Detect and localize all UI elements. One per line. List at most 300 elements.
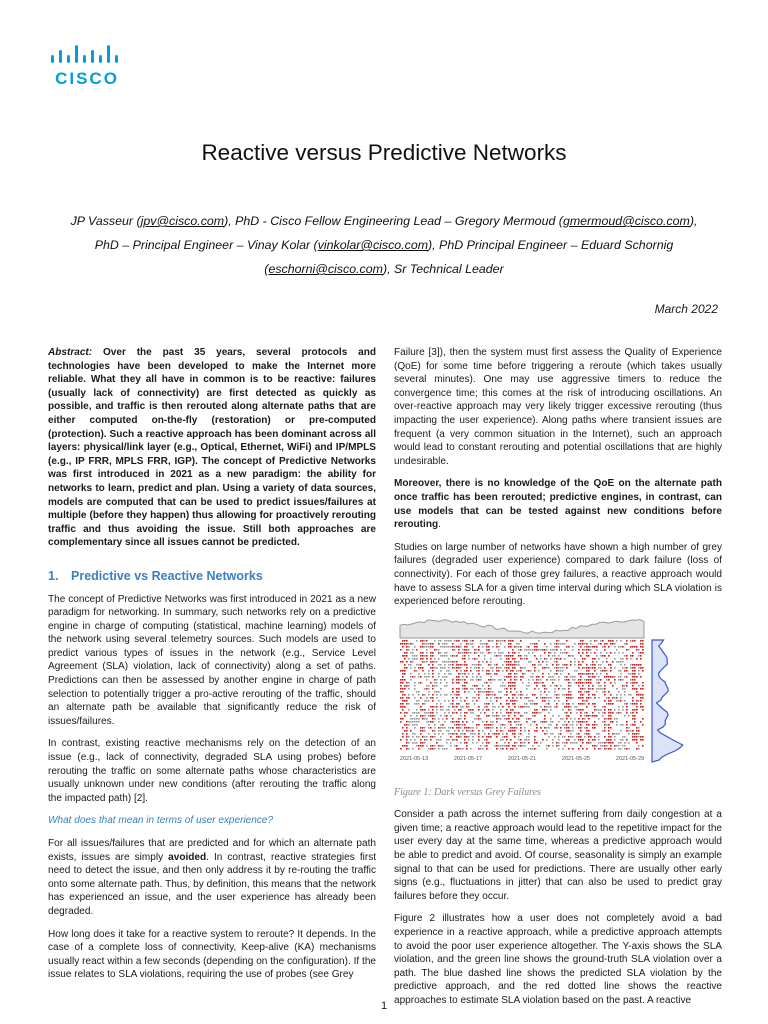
heatmap-cell — [430, 652, 432, 654]
heatmap-cell — [598, 736, 600, 738]
heatmap-cell — [412, 736, 414, 738]
heatmap-cell — [544, 652, 546, 654]
heatmap-cell — [416, 670, 418, 672]
heatmap-cell — [474, 691, 476, 693]
heatmap-cell — [642, 649, 644, 651]
heatmap-cell — [642, 643, 644, 645]
heatmap-cell — [532, 649, 534, 651]
heatmap-cell — [432, 670, 434, 672]
heatmap-cell — [440, 703, 442, 705]
heatmap-cell — [456, 706, 458, 708]
heatmap-cell — [448, 670, 450, 672]
heatmap-cell — [512, 709, 514, 711]
heatmap-cell — [596, 745, 598, 747]
heatmap-cell — [494, 745, 496, 747]
right-column — [394, 346, 722, 1017]
heatmap-cell — [552, 655, 554, 657]
heatmap-cell — [488, 733, 490, 735]
heatmap-cell — [444, 640, 446, 642]
heatmap-cell — [416, 712, 418, 714]
heatmap-cell — [618, 646, 620, 648]
heatmap-cell — [628, 673, 630, 675]
heatmap-cell — [600, 664, 602, 666]
heatmap-cell — [636, 658, 638, 660]
heatmap-cell — [478, 679, 480, 681]
heatmap-cell — [584, 700, 586, 702]
heatmap-cell — [596, 655, 598, 657]
heatmap-cell — [536, 676, 538, 678]
heatmap-cell — [524, 742, 526, 744]
heatmap-cell — [434, 745, 436, 747]
email-link-jpv[interactable]: jpv@cisco.com — [140, 214, 225, 228]
heatmap-cell — [476, 688, 478, 690]
heatmap-cell — [558, 679, 560, 681]
heatmap-cell — [610, 667, 612, 669]
heatmap-cell — [422, 742, 424, 744]
heatmap-cell — [640, 700, 642, 702]
heatmap-cell — [428, 664, 430, 666]
heatmap-cell — [432, 712, 434, 714]
heatmap-cell — [404, 706, 406, 708]
heatmap-cell — [516, 679, 518, 681]
heatmap-cell — [612, 661, 614, 663]
heatmap-cell — [408, 649, 410, 651]
heatmap-cell — [566, 742, 568, 744]
heatmap-cell — [624, 748, 626, 750]
heatmap-cell — [440, 739, 442, 741]
heatmap-cell — [498, 679, 500, 681]
heatmap-cell — [426, 700, 428, 702]
heatmap-cell — [554, 673, 556, 675]
heatmap-cell — [420, 745, 422, 747]
heatmap-cell — [540, 679, 542, 681]
heatmap-cell — [572, 748, 574, 750]
heatmap-cell — [514, 721, 516, 723]
heatmap-cell — [442, 724, 444, 726]
heatmap-cell — [640, 721, 642, 723]
heatmap-cell — [492, 694, 494, 696]
heatmap-cell — [586, 649, 588, 651]
heatmap-cell — [410, 664, 412, 666]
heatmap-cell — [636, 664, 638, 666]
heatmap-cell — [552, 664, 554, 666]
heatmap-cell — [608, 715, 610, 717]
heatmap-cell — [518, 646, 520, 648]
heatmap-cell — [478, 688, 480, 690]
heatmap-cell — [568, 691, 570, 693]
heatmap-cell — [486, 706, 488, 708]
heatmap-cell — [626, 724, 628, 726]
heatmap-cell — [590, 646, 592, 648]
heatmap-cell — [622, 652, 624, 654]
heatmap-cell — [436, 682, 438, 684]
heatmap-cell — [478, 709, 480, 711]
heatmap-cell — [408, 688, 410, 690]
heatmap-cell — [440, 730, 442, 732]
heatmap-cell — [620, 730, 622, 732]
heatmap-cell — [434, 640, 436, 642]
heatmap-cell — [446, 640, 448, 642]
heatmap-cell — [414, 667, 416, 669]
heatmap-cell — [604, 724, 606, 726]
paragraph: How long does it take for a reactive system to reroute? It depends. In the case of a complete loss of connectivity, Keep-alive (KA) mechanisms usually react within a few seconds (depending on the configuration). If the issue relates to SLA violations, requiring the use of probes (see Grey — [48, 928, 376, 981]
heatmap-cell — [430, 721, 432, 723]
heatmap-cell — [486, 715, 488, 717]
heatmap-cell — [512, 718, 514, 720]
heatmap-cell — [492, 706, 494, 708]
heatmap-cell — [512, 667, 514, 669]
heatmap-cell — [556, 658, 558, 660]
heatmap-cell — [606, 679, 608, 681]
heatmap-cell — [580, 724, 582, 726]
heatmap-cell — [518, 724, 520, 726]
heatmap-cell — [510, 712, 512, 714]
heatmap-cell — [456, 733, 458, 735]
heatmap-cell — [598, 712, 600, 714]
heatmap-cell — [404, 688, 406, 690]
heatmap-cell — [508, 718, 510, 720]
heatmap-cell — [534, 703, 536, 705]
heatmap-cell — [430, 646, 432, 648]
heatmap-cell — [532, 715, 534, 717]
heatmap-cell — [506, 709, 508, 711]
heatmap-cell — [630, 730, 632, 732]
heatmap-cell — [534, 682, 536, 684]
email-link-gmermoud[interactable]: gmermoud@cisco.com — [562, 214, 690, 228]
heatmap-cell — [642, 709, 644, 711]
heatmap-cell — [554, 649, 556, 651]
heatmap-cell — [538, 670, 540, 672]
heatmap-cell — [496, 667, 498, 669]
heatmap-cell — [608, 712, 610, 714]
heatmap-cell — [430, 715, 432, 717]
heatmap-cell — [510, 643, 512, 645]
heatmap-cell — [558, 733, 560, 735]
heatmap-cell — [556, 703, 558, 705]
heatmap-cell — [506, 676, 508, 678]
heatmap-cell — [604, 745, 606, 747]
heatmap-cell — [582, 721, 584, 723]
heatmap-cell — [524, 673, 526, 675]
heatmap-cell — [452, 664, 454, 666]
heatmap-cell — [482, 643, 484, 645]
heatmap-cell — [424, 694, 426, 696]
heatmap-cell — [494, 655, 496, 657]
heatmap-cell — [428, 691, 430, 693]
heatmap-cell — [618, 709, 620, 711]
heatmap-cell — [606, 673, 608, 675]
heatmap-cell — [610, 748, 612, 750]
heatmap-cell — [556, 724, 558, 726]
heatmap-cell — [476, 676, 478, 678]
heatmap-cell — [490, 724, 492, 726]
heatmap-cell — [632, 682, 634, 684]
heatmap-cell — [560, 673, 562, 675]
heatmap-cell — [540, 649, 542, 651]
heatmap-cell — [624, 694, 626, 696]
heatmap-cell — [432, 745, 434, 747]
heatmap-cell — [416, 724, 418, 726]
heatmap-cell — [638, 730, 640, 732]
heatmap-cell — [510, 661, 512, 663]
heatmap-cell — [536, 682, 538, 684]
heatmap-cell — [568, 703, 570, 705]
heatmap-cell — [592, 673, 594, 675]
heatmap-cell — [512, 730, 514, 732]
heatmap-cell — [578, 682, 580, 684]
heatmap-cell — [428, 685, 430, 687]
heatmap-cell — [504, 724, 506, 726]
heatmap-cell — [442, 643, 444, 645]
heatmap-cell — [596, 724, 598, 726]
heatmap-cell — [568, 739, 570, 741]
heatmap-cell — [546, 661, 548, 663]
heatmap-cell — [534, 667, 536, 669]
heatmap-cell — [434, 715, 436, 717]
heatmap-cell — [554, 646, 556, 648]
heatmap-cell — [478, 748, 480, 750]
heatmap-cell — [410, 676, 412, 678]
heatmap-cell — [400, 643, 402, 645]
figure-1 — [394, 618, 722, 776]
heatmap-cell — [564, 688, 566, 690]
heatmap-cell — [624, 643, 626, 645]
heatmap-cell — [466, 643, 468, 645]
heatmap-cell — [576, 724, 578, 726]
heatmap-cell — [532, 700, 534, 702]
heatmap-cell — [500, 643, 502, 645]
heatmap-cell — [408, 664, 410, 666]
heatmap-cell — [542, 697, 544, 699]
heatmap-cell — [450, 745, 452, 747]
heatmap-cell — [444, 673, 446, 675]
heatmap-cell — [532, 745, 534, 747]
heatmap-cell — [444, 727, 446, 729]
heatmap-cell — [480, 640, 482, 642]
heatmap-cell — [508, 682, 510, 684]
heatmap-cell — [456, 691, 458, 693]
heatmap-cell — [604, 730, 606, 732]
heatmap-cell — [448, 706, 450, 708]
heatmap-cell — [554, 736, 556, 738]
heatmap-cell — [418, 745, 420, 747]
heatmap-cell — [476, 718, 478, 720]
heatmap-cell — [584, 673, 586, 675]
heatmap-cell — [496, 745, 498, 747]
heatmap-cell — [442, 745, 444, 747]
side-density-curve — [652, 640, 683, 762]
heatmap-cell — [566, 718, 568, 720]
heatmap-cell — [426, 736, 428, 738]
heatmap-cell — [526, 697, 528, 699]
heatmap-cell — [514, 646, 516, 648]
heatmap-cell — [502, 664, 504, 666]
heatmap-cell — [404, 667, 406, 669]
heatmap-cell — [422, 718, 424, 720]
heatmap-cell — [462, 676, 464, 678]
heatmap-cell — [544, 649, 546, 651]
heatmap-cell — [582, 703, 584, 705]
heatmap-cell — [550, 733, 552, 735]
heatmap-cell — [598, 664, 600, 666]
heatmap-cell — [508, 703, 510, 705]
heatmap-cell — [440, 727, 442, 729]
heatmap-cell — [470, 652, 472, 654]
heatmap-cell — [602, 640, 604, 642]
heatmap-cell — [520, 658, 522, 660]
heatmap-cell — [418, 676, 420, 678]
heatmap-cell — [412, 676, 414, 678]
heatmap-cell — [436, 712, 438, 714]
heatmap-cell — [544, 718, 546, 720]
x-tick-label: 2021-05-17 — [453, 755, 483, 762]
heatmap-cell — [436, 679, 438, 681]
heatmap-cell — [450, 727, 452, 729]
heatmap-cell — [462, 649, 464, 651]
heatmap-cell — [458, 649, 460, 651]
heatmap-cell — [618, 712, 620, 714]
heatmap-cell — [614, 709, 616, 711]
heatmap-cell — [576, 709, 578, 711]
heatmap-cell — [472, 742, 474, 744]
heatmap-cell — [626, 643, 628, 645]
heatmap-cell — [424, 646, 426, 648]
heatmap-cell — [582, 643, 584, 645]
heatmap-cell — [550, 721, 552, 723]
heatmap-cell — [570, 685, 572, 687]
heatmap-cell — [574, 661, 576, 663]
heatmap-cell — [456, 748, 458, 750]
heatmap-cell — [462, 721, 464, 723]
heatmap-cell — [580, 691, 582, 693]
heatmap-cell — [560, 670, 562, 672]
heatmap-cell — [556, 697, 558, 699]
heatmap-cell — [564, 643, 566, 645]
heatmap-cell — [500, 727, 502, 729]
heatmap-cell — [610, 643, 612, 645]
heatmap-cell — [624, 715, 626, 717]
heatmap-cell — [628, 748, 630, 750]
heatmap-cell — [570, 664, 572, 666]
heatmap-cell — [558, 640, 560, 642]
heatmap-cell — [520, 676, 522, 678]
heatmap-cell — [464, 724, 466, 726]
heatmap-cell — [428, 670, 430, 672]
heatmap-cell — [452, 712, 454, 714]
heatmap-cell — [570, 655, 572, 657]
heatmap-cell — [592, 676, 594, 678]
heatmap-cell — [508, 697, 510, 699]
heatmap-cell — [598, 742, 600, 744]
heatmap-cell — [496, 715, 498, 717]
heatmap-cell — [464, 661, 466, 663]
heatmap-cell — [508, 658, 510, 660]
heatmap-cell — [438, 748, 440, 750]
heatmap-cell — [620, 676, 622, 678]
heatmap-cell — [406, 682, 408, 684]
heatmap-cell — [520, 667, 522, 669]
heatmap-cell — [640, 667, 642, 669]
heatmap-cell — [490, 682, 492, 684]
heatmap-cell — [618, 700, 620, 702]
heatmap-cell — [460, 742, 462, 744]
heatmap-cell — [490, 640, 492, 642]
heatmap-cell — [424, 742, 426, 744]
heatmap-cell — [416, 703, 418, 705]
heatmap-cell — [440, 745, 442, 747]
heatmap-cell — [454, 709, 456, 711]
heatmap-cell — [454, 646, 456, 648]
heatmap-cell — [500, 685, 502, 687]
heatmap-cell — [448, 709, 450, 711]
heatmap-cell — [518, 694, 520, 696]
heatmap-cell — [402, 661, 404, 663]
heatmap-cell — [414, 646, 416, 648]
heatmap-cell — [406, 721, 408, 723]
heatmap-cell — [584, 649, 586, 651]
heatmap-cell — [498, 733, 500, 735]
heatmap-cell — [458, 688, 460, 690]
heatmap-cell — [560, 733, 562, 735]
heatmap-cell — [594, 745, 596, 747]
heatmap-cell — [454, 649, 456, 651]
heatmap-cell — [446, 739, 448, 741]
heatmap-cell — [514, 685, 516, 687]
x-tick-label: 2021-05-13 — [399, 755, 429, 762]
heatmap-cell — [642, 706, 644, 708]
heatmap-cell — [546, 739, 548, 741]
heatmap-cell — [488, 646, 490, 648]
heatmap-cell — [546, 727, 548, 729]
heatmap-cell — [562, 703, 564, 705]
heatmap-cell — [434, 691, 436, 693]
heatmap-cell — [564, 679, 566, 681]
heatmap-cell — [496, 697, 498, 699]
heatmap-cell — [404, 694, 406, 696]
heatmap-cell — [490, 727, 492, 729]
heatmap-cell — [488, 685, 490, 687]
heatmap-cell — [596, 691, 598, 693]
heatmap-cell — [492, 709, 494, 711]
heatmap-cell — [470, 727, 472, 729]
email-link-eschorni[interactable]: eschorni@cisco.com — [268, 262, 383, 276]
heatmap-cell — [496, 670, 498, 672]
heatmap-cell — [466, 640, 468, 642]
heatmap-cell — [610, 652, 612, 654]
heatmap-cell — [590, 688, 592, 690]
heatmap-cell — [414, 703, 416, 705]
heatmap-cell — [608, 733, 610, 735]
email-link-vinkolar[interactable]: vinkolar@cisco.com — [317, 238, 429, 252]
heatmap-cell — [606, 658, 608, 660]
heatmap-cell — [588, 715, 590, 717]
heatmap-cell — [460, 736, 462, 738]
heatmap-cell — [550, 697, 552, 699]
heatmap-cell — [452, 733, 454, 735]
heatmap-cell — [490, 673, 492, 675]
heatmap-cell — [490, 688, 492, 690]
heatmap-cell — [632, 664, 634, 666]
heatmap-cell — [448, 700, 450, 702]
heatmap-cell — [458, 724, 460, 726]
heatmap-cell — [560, 718, 562, 720]
heatmap-cell — [476, 727, 478, 729]
heatmap-cell — [546, 667, 548, 669]
heatmap-cell — [406, 745, 408, 747]
heatmap-cell — [470, 688, 472, 690]
heatmap-cell — [472, 673, 474, 675]
heatmap-cell — [524, 727, 526, 729]
